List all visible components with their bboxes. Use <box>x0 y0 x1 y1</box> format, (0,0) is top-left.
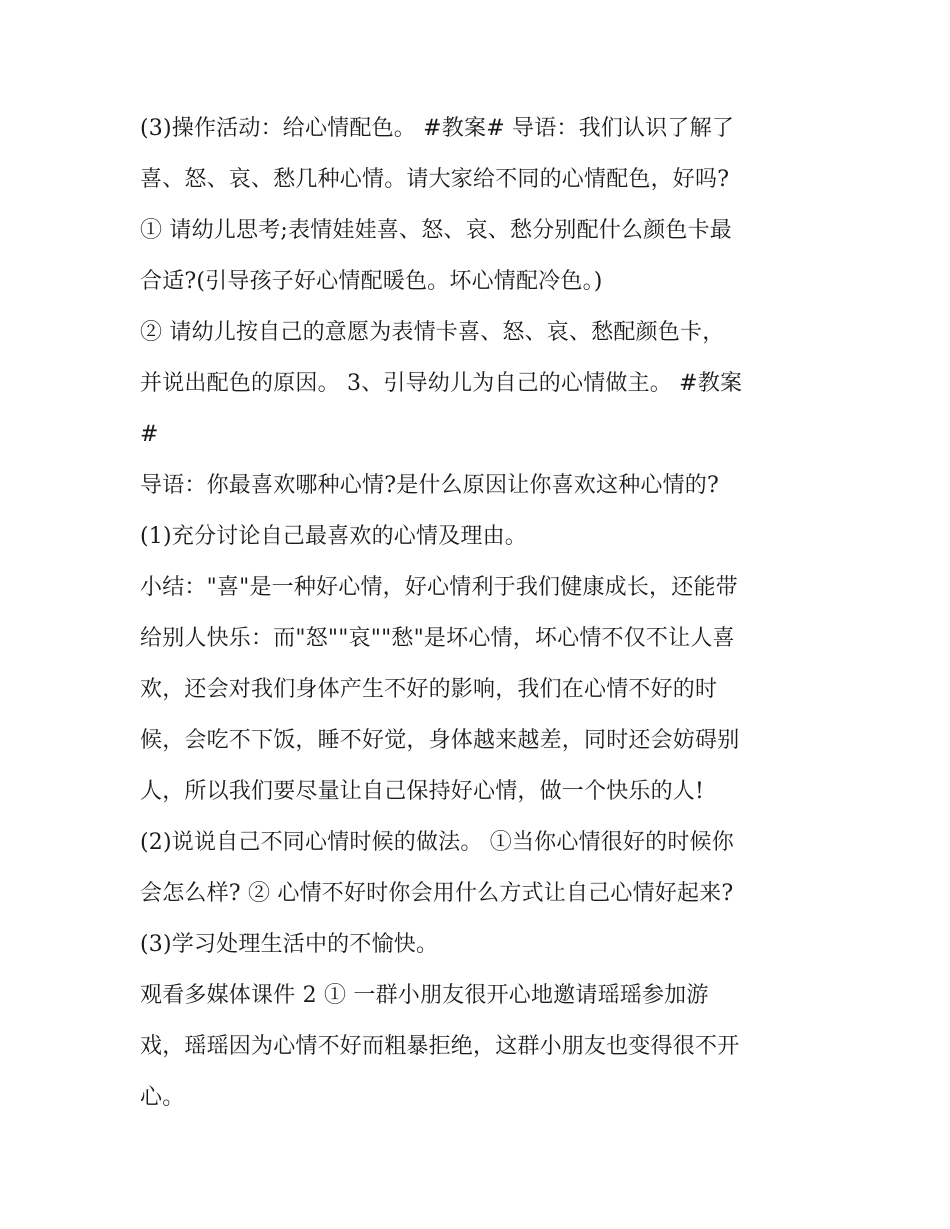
text-line: # <box>140 422 159 447</box>
text-line: 会怎么样? ② 心情不好时你会用什么方式让自己心情好起来? <box>140 881 734 906</box>
text-line: 人，所以我们要尽量让自己保持好心情，做一个快乐的人! <box>140 779 705 804</box>
text-line: 导语：你最喜欢哪种心情?是什么原因让你喜欢这种心情的? <box>140 473 719 498</box>
text-line: (3)学习处理生活中的不愉快。 <box>140 932 439 957</box>
text-line: (1)充分讨论自己最喜欢的心情及理由。 <box>140 524 527 549</box>
text-line: 小结："喜"是一种好心情，好心情利于我们健康成长，还能带 <box>140 575 738 600</box>
text-line: 并说出配色的原因。 3、引导幼儿为自己的心情做主。 #教案 <box>140 371 743 396</box>
text-line: ② 请幼儿按自己的意愿为表情卡喜、怒、哀、愁配颜色卡， <box>140 320 725 345</box>
text-line: 给别人快乐：而"怒""哀""愁"是坏心情，坏心情不仅不让人喜 <box>140 626 735 651</box>
text-line: (2)说说自己不同心情时候的做法。 ①当你心情很好的时候你 <box>140 830 734 855</box>
text-line: 候，会吃不下饭，睡不好觉，身体越来越差，同时还会妨碍别 <box>140 728 740 753</box>
document-body <box>140 103 820 1123</box>
text-line: 喜、怒、哀、愁几种心情。请大家给不同的心情配色，好吗? <box>140 167 730 192</box>
text-line: 欢，还会对我们身体产生不好的影响，我们在心情不好的时 <box>140 677 718 702</box>
text-line: 观看多媒体课件 2 ① 一群小朋友很开心地邀请瑶瑶参加游 <box>140 983 709 1008</box>
text-line: 合适?(引导孩子好心情配暖色。坏心情配冷色。) <box>140 269 603 294</box>
text-line: 心。 <box>140 1085 185 1110</box>
text-line: (3)操作活动：给心情配色。 #教案# 导语：我们认识了解了 <box>140 116 735 141</box>
text-line: 戏，瑶瑶因为心情不好而粗暴拒绝，这群小朋友也变得很不开 <box>140 1034 740 1059</box>
text-line: ① 请幼儿思考;表情娃娃喜、怒、哀、愁分别配什么颜色卡最 <box>140 218 733 243</box>
